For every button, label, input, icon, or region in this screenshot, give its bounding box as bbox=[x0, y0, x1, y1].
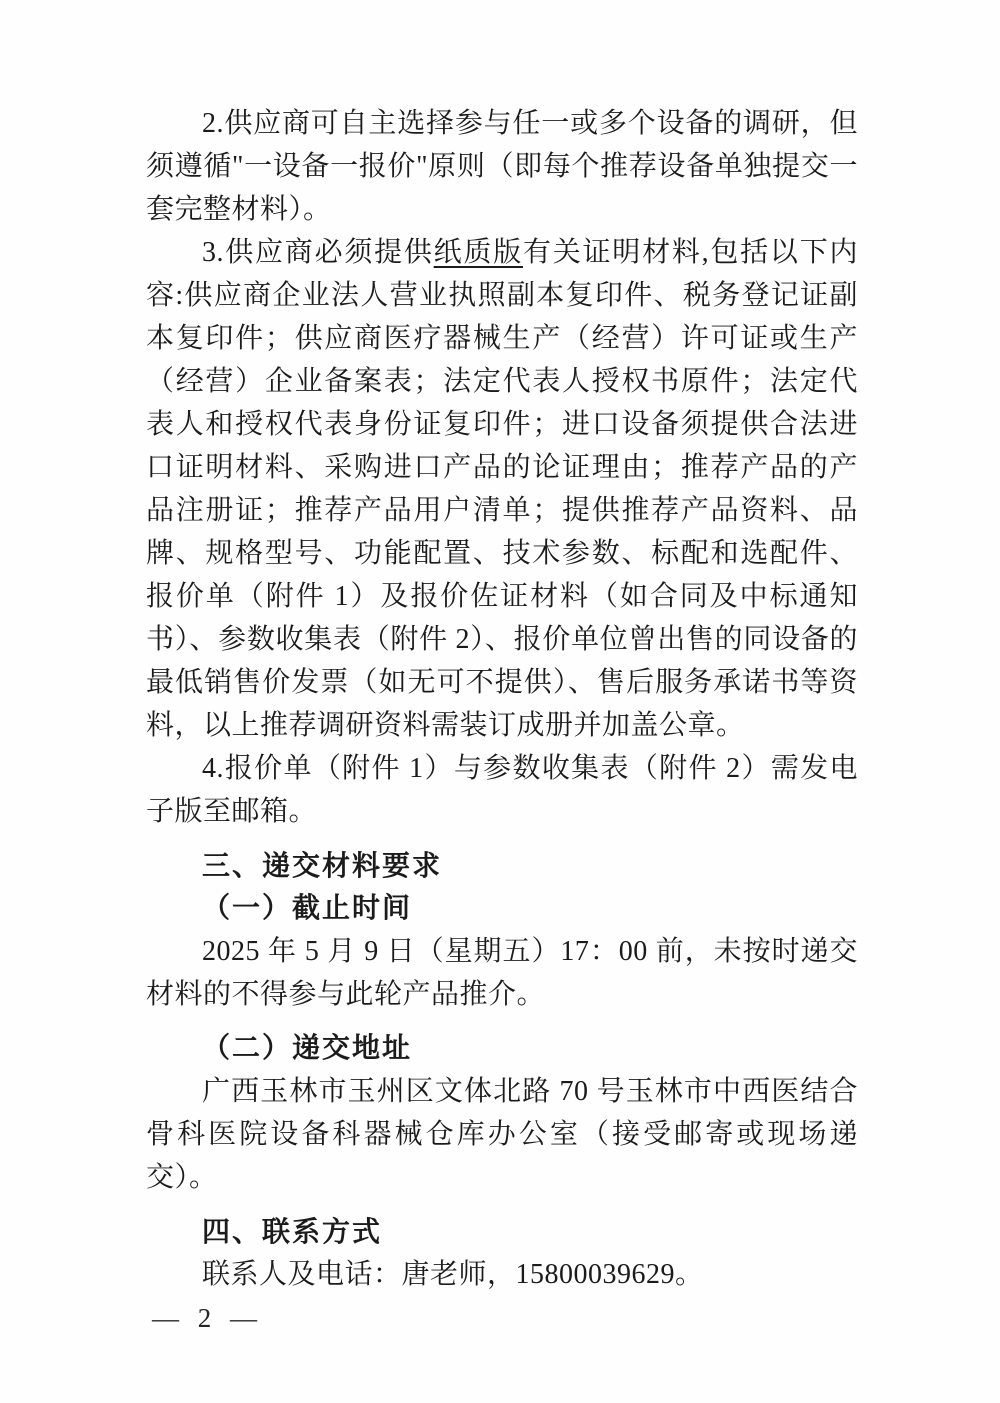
paragraph-contact-info: 联系人及电话：唐老师，15800039629。 bbox=[202, 1259, 704, 1290]
heading-submission-address: （二）递交地址 bbox=[202, 1033, 413, 1064]
paragraph-deadline: 2025 年 5 月 9 日（星期五）17：00 前，未按时递交材料的不得参与此轮产品推介。 bbox=[146, 936, 858, 1010]
page-number: — 2 — bbox=[152, 1303, 263, 1333]
paragraph-submission-address: 广西玉林市玉州区文体北路 70 号玉林市中西医结合骨科医院设备科器械仓库办公室（接受邮寄或现场递交）。 bbox=[146, 1076, 858, 1193]
paragraph-supplier-choice: 2.供应商可自主选择参与任一或多个设备的调研，但须遵循"一设备一报价"原则（即每个推荐设备单独提交一套完整材料）。 bbox=[146, 108, 858, 225]
paragraph-electronic-copy: 4.报价单（附件 1）与参数收集表（附件 2）需发电子版至邮箱。 bbox=[146, 753, 858, 827]
paper-materials-suffix: 有关证明材料,包括以下内容:供应商企业法人营业执照副本复印件、税务登记证副本复印件；供应商医疗器械生产（经营）许可证或生产（经营）企业备案表；法定代表人授权书原件；法定代表人和授权代表身份证复印件；进口设备须提供合法进口证明材料、采购进口产品的论证理由；推荐产品的产品注册证；推荐产品用户清单；提供推荐产品资料、品牌、规格型号、功能配置、技术参数、标配和选配件、报价单（附件 1）及报价佐证材料（如合同及中标通知书）、参数收集表（附件 2）、报价单位曾出售的同设备的最低销售价发票（如无可不提供）、售后服务承诺书等资料，以上推荐调研资料需装订成册并加盖公章。 bbox=[146, 237, 858, 741]
document-body bbox=[146, 102, 858, 1296]
paragraph-paper-materials bbox=[146, 231, 858, 747]
heading-section-three-submission-requirements: 三、递交材料要求 bbox=[202, 850, 443, 881]
paper-materials-underlined-term: 纸质版 bbox=[433, 237, 523, 268]
heading-deadline: （一）截止时间 bbox=[202, 893, 413, 924]
heading-section-four-contact: 四、联系方式 bbox=[202, 1216, 383, 1247]
paper-materials-prefix: 3.供应商必须提供 bbox=[202, 237, 434, 268]
